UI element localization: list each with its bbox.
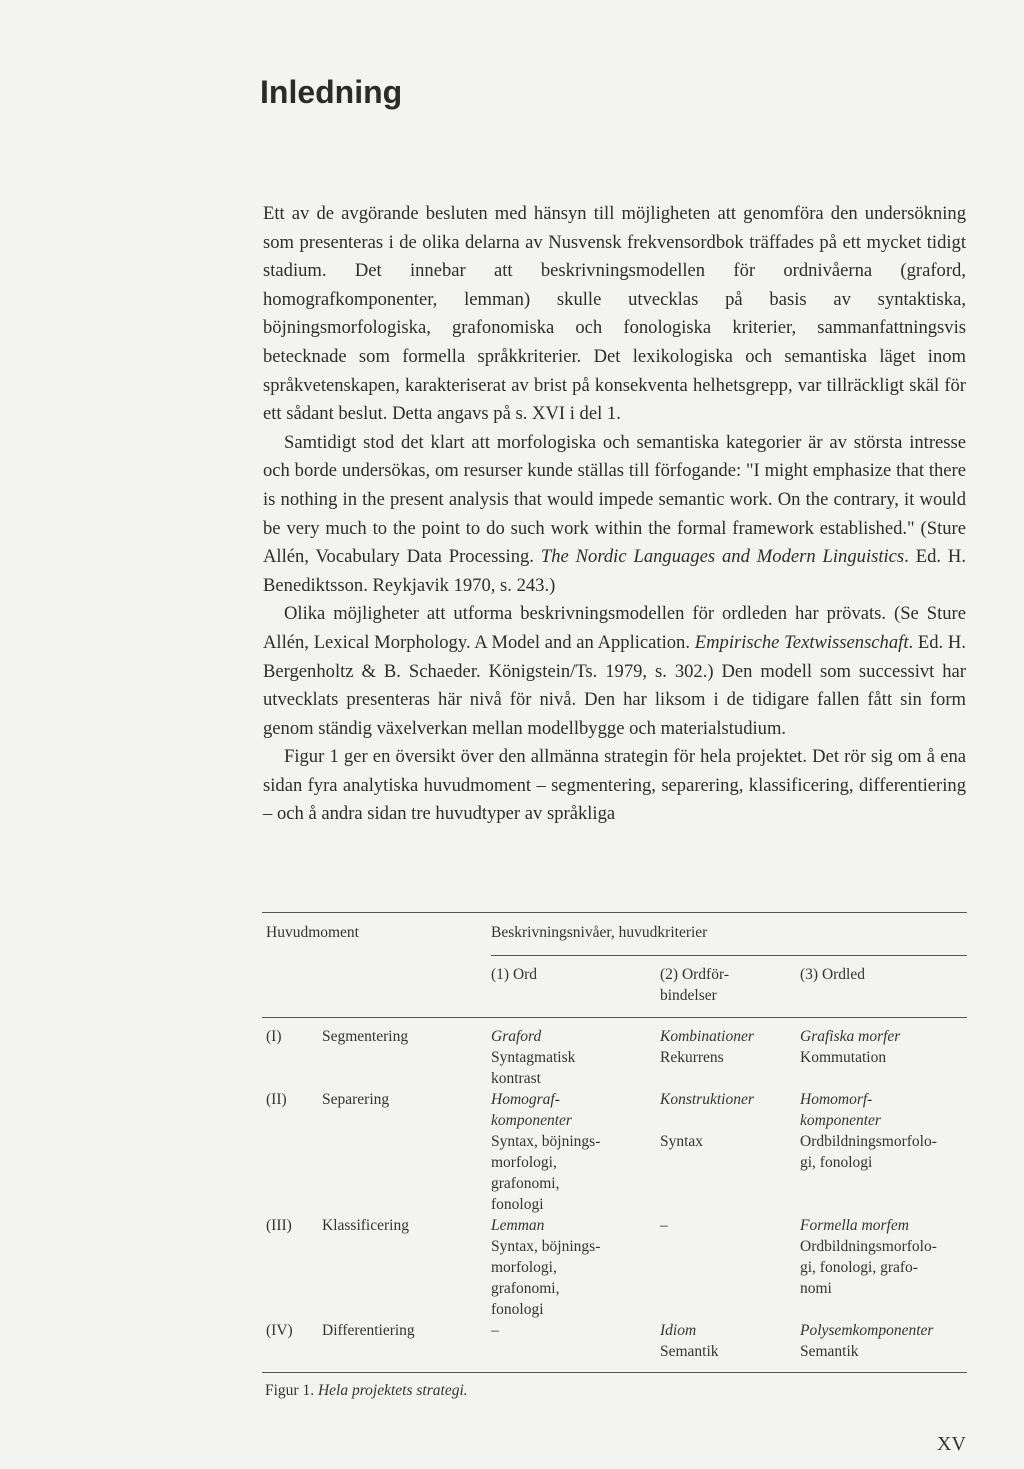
row-4-col-ordled [800,1320,933,1362]
row-4-ordforb-term: Idiom [660,1322,697,1339]
row-2-ordled-term: Homomorf- [800,1091,873,1108]
row-2-number: (II) [266,1091,287,1108]
row-4-ordled-term: Polysemkomponenter [800,1322,934,1339]
row-1-col-ordforbindelser [660,1026,754,1068]
row-4-ordled-criterion: Semantik [800,1343,859,1360]
row-3-ord-criterion: fonologi [491,1301,544,1318]
row-1-number: (I) [266,1028,282,1045]
row-3-ordled-term: Formella morfem [800,1217,909,1234]
row-3-number: (III) [266,1217,292,1234]
row-1-ordforb-term: Kombinationer [660,1028,754,1045]
row-1-ordforb-criterion: Rekurrens [660,1049,724,1066]
row-2-ord-term: Homograf- [491,1091,560,1108]
row-3-col-ordforbindelser [660,1215,668,1236]
row-2-ord-criterion: fonologi [491,1196,544,1213]
body-text [263,200,966,829]
caption-prefix: Figur 1. [265,1382,318,1399]
paragraph-2-text: Samtidigt stod det klart att morfologiska och semantiska kategorier är av största intresse och borde undersökas, om resurser kunde ställas till förfogande: "I might emphasize that there is nothing in the present analysis that would impede semantic work. On the contrary, it would be very much to the point to do such work within the formal framework established." (Sture Allén, Vocabulary Data Processing. [263,431,966,568]
row-2-ord-criterion: grafonomi, [491,1175,560,1192]
row-4-col-ordforbindelser [660,1320,719,1362]
table-bottom-rule [262,1372,967,1373]
header-col-ordforbindelser [660,964,729,1006]
row-4-col-ord [491,1320,499,1341]
row-2-ordled-criterion: gi, fonologi [800,1154,873,1171]
row-2-ord-term: komponenter [491,1112,572,1129]
header-col-ordforbindelser-line2: bindelser [660,987,717,1004]
paragraph-1: Ett av de avgörande besluten med hänsyn till möjligheten att genomföra den undersökning som presenteras i de olika delarna av Nusvensk frekvensordbok träffades på ett mycket tidigt stadium. Det innebar att beskrivningsmodellen för ordnivåerna (graford, homografkomponenter, lemman) skulle utvecklas på basis av syntaktiska, böjningsmorfologiska, grafonomiska och fonologiska kriterier, sammanfattningsvis betecknade som formella språkkriterier. Det lexikologiska och semantiska läget inom språkvetenskapen, karakteriserat av brist på konsekventa helhetsgrepp, var tillräckligt skäl för ett sådant beslut. Detta angavs på s. XVI i del 1. [263,203,966,425]
header-levels: Beskrivningsnivåer, huvudkriterier [491,924,708,941]
row-3-col-ordled [800,1215,937,1299]
paragraph-2 [263,429,966,601]
row-2-ordled-term: komponenter [800,1112,881,1129]
row-1-ord-term: Graford [491,1028,542,1045]
paragraph-3-continuation: . Ed. H. Bergenholtz & B. Schaeder. Königstein/Ts. 1979, s. 302.) Den modell som successivt har utvecklats presenteras här nivå för nivå. Den har liksom i de tidigare fallen fått sin form genom ständig växelverkan mellan modellbygge och materialstudium. [263,631,967,739]
page-heading: Inledning [260,74,403,110]
paragraph-2-citation: . Ed. H. Benediktsson. Reykjavik 1970, s. 243.) [263,546,966,596]
row-3-ordled-criterion: nomi [800,1280,832,1297]
row-1-name: Segmentering [322,1028,409,1045]
row-3-ord-criterion: grafonomi, [491,1280,560,1297]
row-3-name: Klassificering [322,1217,409,1234]
row-4-ordforb-criterion: Semantik [660,1343,719,1360]
paragraph-3 [263,600,966,743]
paragraph-4: Figur 1 ger en översikt över den allmänna strategin för hela projektet. Det rör sig om å ena sidan fyra analytiska huvudmoment – segmentering, separering, klassificering, differentiering – och å andra sidan tre huvudtyper av språkliga [263,746,966,825]
row-1-col-ordled [800,1026,900,1068]
table-header-subrule [491,955,967,956]
row-3-ord-term: Lemman [491,1217,545,1234]
table-header-rule [262,1017,967,1018]
header-col-ordforbindelser-line1: (2) Ordför- [660,966,729,983]
row-1-ord-criterion: kontrast [491,1070,541,1087]
row-2-name: Separering [322,1091,390,1108]
row-2-ordled-criterion: Ordbildningsmorfolo- [800,1133,937,1150]
row-1-ordled-term: Grafiska morfer [800,1028,901,1045]
caption-title: Hela projektets strategi. [317,1382,468,1399]
row-4-number: (IV) [266,1322,293,1339]
row-1-ord-criterion: Syntagmatisk [491,1049,576,1066]
row-4-ord-dash: – [491,1322,499,1339]
row-3-ordforb-dash: – [660,1217,668,1234]
header-huvudmoment: Huvudmoment [266,924,359,941]
figure-caption [265,1382,468,1400]
row-2-col-ord [491,1089,600,1215]
row-1-col-ord [491,1026,575,1089]
paragraph-3-text: Olika möjligheter att utforma beskrivningsmodellen för ordleden har prövats. (Se Sture Allén, Lexical Morphology. A Model and an Application. [263,603,966,653]
row-2-col-ordforbindelser [660,1089,754,1152]
paragraph-3-book-title: Empirische Textwissenschaft [694,631,909,653]
row-3-ordled-criterion: gi, fonologi, grafo- [800,1259,918,1276]
row-3-ordled-criterion: Ordbildningsmorfolo- [800,1238,937,1255]
table-top-rule [262,912,967,913]
row-4-name: Differentiering [322,1322,415,1339]
row-2-ord-criterion: morfologi, [491,1154,557,1171]
row-3-ord-criterion: morfologi, [491,1259,557,1276]
header-col-ordled: (3) Ordled [800,966,865,983]
row-1-ordled-criterion: Kommutation [800,1049,887,1066]
row-2-col-ordled [800,1089,937,1173]
row-2-ord-criterion: Syntax, böjnings- [491,1133,601,1150]
paragraph-2-book-title: The Nordic Languages and Modern Linguistics [540,546,905,568]
row-3-ord-criterion: Syntax, böjnings- [491,1238,601,1255]
row-2-ordforb-term: Konstruktioner [660,1091,754,1108]
page-number: XV [937,1433,966,1455]
row-3-col-ord [491,1215,600,1320]
header-col-ord: (1) Ord [491,966,538,983]
row-2-ordforb-criterion: Syntax [660,1133,704,1150]
